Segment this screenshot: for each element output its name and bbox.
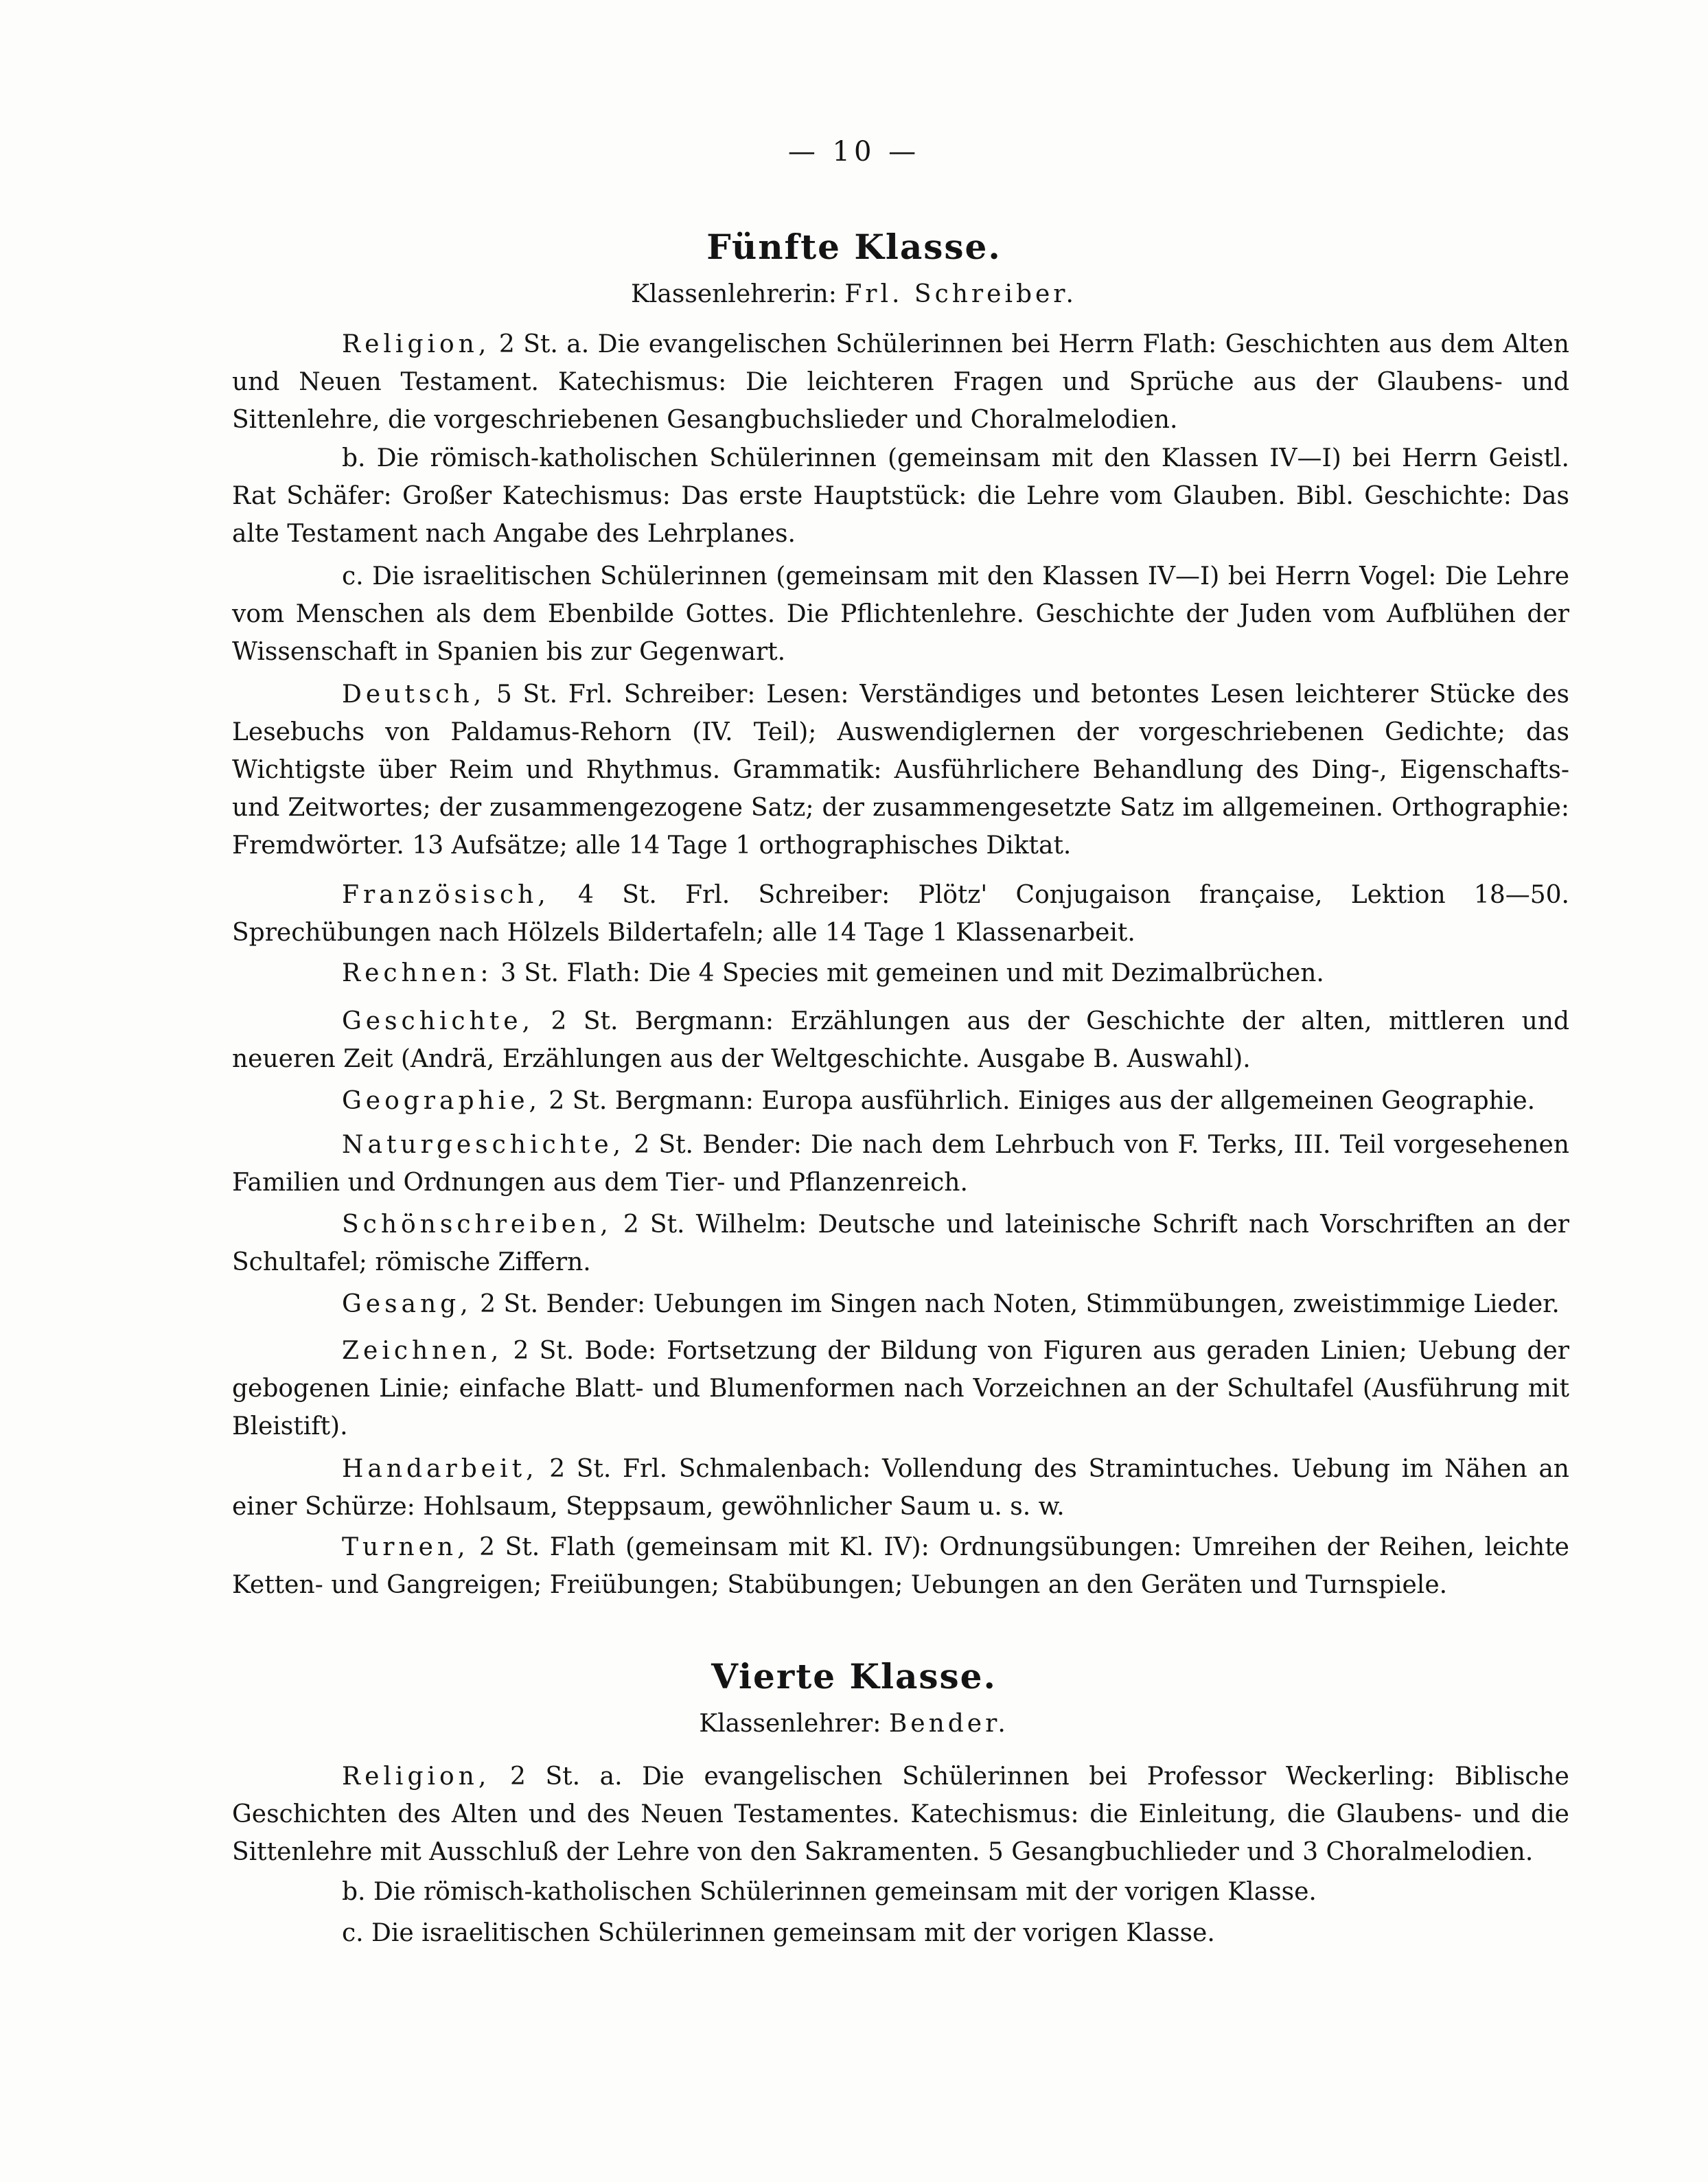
paragraph-text: 5 St. Frl. Schreiber: Lesen: Verständiges und betontes Lesen leichterer Stücke des Lesebuchs von Paldamus-Rehorn (IV. Teil); Auswendiglernen der vorgeschriebenen Gedichte; das Wichtigste über Reim und Rhythmus. Grammatik: Ausführlichere Behandlung des Ding-, Eigenschafts- und Zeitwortes; der zusammengezogene Satz; der zusammengesetzte Satz im allgemeinen. Orthographie: Fremdwörter. 13 Aufsätze; alle 14 Tage 1 orthographisches Diktat. <box>232 680 1569 860</box>
paragraph <box>232 1126 1569 1202</box>
paragraph-text: 2 St. Bergmann: Europa ausführlich. Einiges aus der allgemeinen Geographie. <box>549 1087 1536 1115</box>
class-teacher-name: Frl. Schreiber. <box>844 280 1077 308</box>
paragraph-text: 3 St. Flath: Die 4 Species mit gemeinen und mit Dezimalbrüchen. <box>500 959 1324 987</box>
paragraph-text: b. Die römisch-katholischen Schülerinnen gemeinsam mit der vorigen Klasse. <box>342 1878 1317 1906</box>
subject-label: Handarbeit, <box>342 1455 538 1483</box>
paragraph <box>232 1082 1569 1120</box>
subject-label: Naturgeschichte, <box>342 1131 625 1159</box>
paragraph-text: 2 St. Bender: Uebungen im Singen nach Noten, Stimmübungen, zweistimmige Lieder. <box>480 1290 1560 1318</box>
class-teacher-line <box>0 280 1708 308</box>
paragraph <box>232 1002 1569 1078</box>
class-teacher-label: Klassenlehrer: <box>699 1710 881 1738</box>
paragraph-text: 2 St. Bode: Fortsetzung der Bildung von Figuren aus geraden Linien; Uebung der gebogenen Linie; einfache Blatt- und Blumenformen nach Vorzeichnen an der Schultafel (Ausführung mit Bleistift). <box>232 1337 1569 1440</box>
paragraph-text: 2 St. Frl. Schmalenbach: Vollendung des Stramintuches. Uebung im Nähen an einer Schürze: Hohlsaum, Steppsaum, gewöhnlicher Saum u. s. w. <box>232 1455 1569 1521</box>
paragraph-text: 4 St. Frl. Schreiber: Plötz' Conjugaison française, Lektion 18—50. Sprechübungen nach Hölzels Bildertafeln; alle 14 Tage 1 Klassenarbeit. <box>232 881 1569 947</box>
paragraph-text: 2 St. a. Die evangelischen Schülerinnen bei Professor Weckerling: Biblische Geschichten des Alten und des Neuen Testamentes. Katechismus: die Einleitung, die Glaubens- und die Sittenlehre mit Ausschluß der Lehre von den Sakramenten. 5 Gesangbuchlieder und 3 Choralmelodien. <box>232 1762 1569 1866</box>
class-teacher-label: Klassenlehrerin: <box>631 280 837 308</box>
subject-label: Religion, <box>342 1762 491 1791</box>
paragraph <box>232 558 1569 671</box>
subject-label: Zeichnen, <box>342 1337 503 1365</box>
subject-label: Rechnen: <box>342 959 493 987</box>
paragraph-text: 2 St. Flath (gemeinsam mit Kl. IV): Ordnungsübungen: Umreihen der Reihen, leichte Ketten- und Gangreigen; Freiübungen; Stabübungen; Uebungen an den Geräten und Turnspiele. <box>232 1533 1569 1599</box>
paragraph-text: 2 St. Wilhelm: Deutsche und lateinische Schrift nach Vorschriften an der Schultafel; römische Ziffern. <box>232 1210 1570 1276</box>
subject-label: Schönschreiben, <box>342 1210 612 1239</box>
subject-label: Geographie, <box>342 1087 541 1115</box>
paragraph <box>232 1873 1569 1911</box>
page-number: — 10 — <box>787 136 921 168</box>
paragraph-text: c. Die israelitischen Schülerinnen gemeinsam mit der vorigen Klasse. <box>342 1919 1215 1947</box>
class-teacher-line <box>0 1710 1708 1738</box>
paragraph <box>232 325 1569 439</box>
paragraph <box>232 954 1569 992</box>
section-title: Vierte Klasse. <box>711 1656 997 1697</box>
paragraph <box>232 1914 1569 1952</box>
paragraph-text: c. Die israelitischen Schülerinnen (gemeinsam mit den Klassen IV—I) bei Herrn Vogel: Die Lehre vom Menschen als dem Ebenbilde Gottes. Die Pflichtenlehre. Geschichte der Juden vom Aufblühen der Wissenschaft in Spanien bis zur Gegenwart. <box>232 562 1569 666</box>
paragraph-text: 2 St. a. Die evangelischen Schülerinnen bei Herrn Flath: Geschichten aus dem Alten und Neuen Testament. Katechismus: Die leichteren Fragen und Sprüche aus der Glaubens- und Sittenlehre, die vorgeschriebenen Gesangbuchslieder und Choralmelodien. <box>232 330 1569 434</box>
subject-label: Französisch, <box>342 881 550 909</box>
subject-label: Gesang, <box>342 1290 472 1318</box>
paragraph <box>232 876 1569 952</box>
paragraph <box>232 1206 1569 1281</box>
paragraph-text: 2 St. Bergmann: Erzählungen aus der Geschichte der alten, mittleren und neueren Zeit (Andrä, Erzählungen aus der Weltgeschichte. Ausgabe B. Auswahl). <box>232 1007 1569 1073</box>
paragraph-text: b. Die römisch-katholischen Schülerinnen (gemeinsam mit den Klassen IV—I) bei Herrn Geistl. Rat Schäfer: Großer Katechismus: Das erste Hauptstück: die Lehre vom Glauben. Bibl. Geschichte: Das alte Testament nach Angabe des Lehrplanes. <box>232 444 1569 548</box>
paragraph <box>232 1285 1569 1323</box>
paragraph <box>232 1332 1569 1445</box>
section-title: Fünfte Klasse. <box>706 227 1002 267</box>
class-teacher-name: Bender. <box>888 1710 1009 1738</box>
subject-label: Turnen, <box>342 1533 470 1561</box>
subject-label: Deutsch, <box>342 680 486 709</box>
paragraph <box>232 1450 1569 1526</box>
paragraph-text: 2 St. Bender: Die nach dem Lehrbuch von F. Terks, III. Teil vorgesehenen Familien und Ordnungen aus dem Tier- und Pflanzenreich. <box>232 1131 1569 1197</box>
subject-label: Religion, <box>342 330 491 358</box>
paragraph <box>232 676 1569 864</box>
paragraph <box>232 1758 1569 1871</box>
paragraph <box>232 439 1569 553</box>
subject-label: Geschichte, <box>342 1007 534 1035</box>
paragraph <box>232 1528 1569 1604</box>
